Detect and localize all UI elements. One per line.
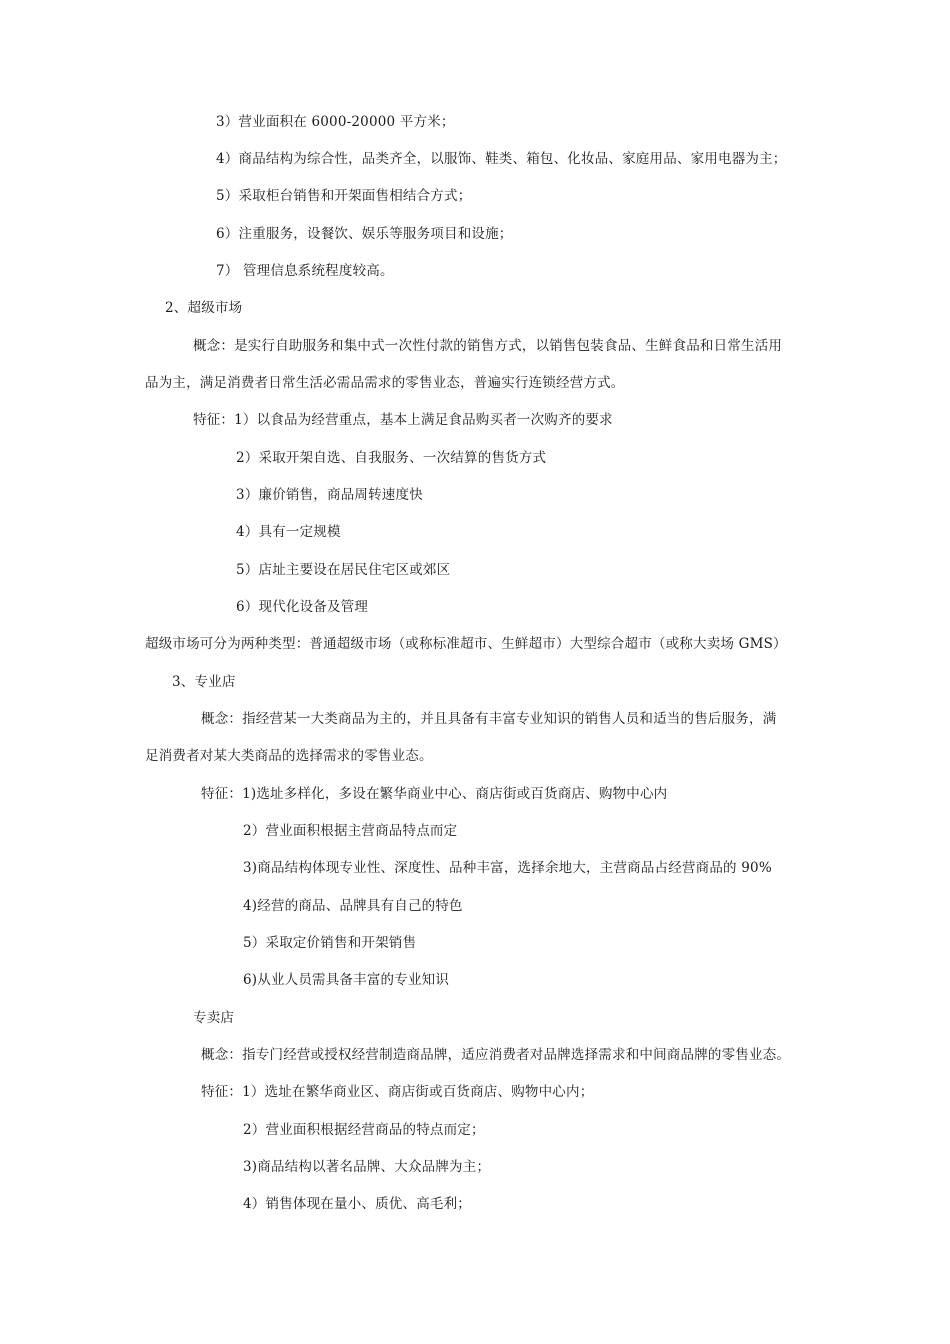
text-line: 5）采取定价销售和开架销售 <box>243 935 417 951</box>
text-line: 3）营业面积在 6000-20000 平方米； <box>216 114 455 130</box>
text-line: 3)商品结构以著名品牌、大众品牌为主； <box>243 1159 491 1175</box>
text-line: 超级市场可分为两种类型：普通超级市场（或称标准超市、生鲜超市）大型综合超市（或称大卖场 GMS） <box>145 636 787 652</box>
text-line: 特征：1)选址多样化，多设在繁华商业中心、商店街或百货商店、购物中心内 <box>201 786 668 802</box>
text-line: 足消费者对某大类商品的选择需求的零售业态。 <box>145 748 433 764</box>
text-line: 5）店址主要设在居民住宅区或郊区 <box>236 562 451 578</box>
text-line: 2）采取开架自选、自我服务、一次结算的售货方式 <box>236 450 547 466</box>
text-line: 概念：指专门经营或授权经营制造商品牌，适应消费者对品牌选择需求和中间商品牌的零售业态。 <box>201 1047 791 1063</box>
text-line: 4）具有一定规模 <box>236 524 341 540</box>
text-line: 6)从业人员需具备丰富的专业知识 <box>243 972 450 988</box>
text-line: 7） 管理信息系统程度较高。 <box>216 263 394 279</box>
text-line: 6）注重服务，设餐饮、娱乐等服务项目和设施； <box>216 226 513 242</box>
section-heading: 2、超级市场 <box>165 300 243 316</box>
text-line: 4)经营的商品、品牌具有自己的特色 <box>243 898 463 914</box>
text-line: 3)商品结构体现专业性、深度性、品种丰富，选择余地大，主营商品占经营商品的 90% <box>243 860 772 876</box>
text-line: 2）营业面积根据经营商品的特点而定； <box>243 1122 485 1138</box>
text-line: 4）销售体现在量小、质优、高毛利； <box>243 1196 471 1212</box>
text-line: 品为主，满足消费者日常生活必需品需求的零售业态，普遍实行连锁经营方式。 <box>145 375 625 391</box>
text-line: 特征：1）选址在繁华商业区、商店街或百货商店、购物中心内； <box>201 1084 594 1100</box>
text-line: 5）采取柜台销售和开架面售相结合方式； <box>216 188 472 204</box>
text-line: 概念：指经营某一大类商品为主的，并且具备有丰富专业知识的销售人员和适当的售后服务，满 <box>201 711 777 727</box>
text-line: 6）现代化设备及管理 <box>236 599 369 615</box>
section-heading: 专卖店 <box>193 1010 235 1026</box>
section-heading: 3、专业店 <box>172 674 236 690</box>
text-line: 3）廉价销售，商品周转速度快 <box>236 487 423 503</box>
text-line: 概念：是实行自助服务和集中式一次性付款的销售方式，以销售包装食品、生鲜食品和日常生活用 <box>193 338 783 354</box>
text-line: 4）商品结构为综合性，品类齐全，以服饰、鞋类、箱包、化妆品、家庭用品、家用电器为主； <box>216 151 787 167</box>
text-line: 2）营业面积根据主营商品特点而定 <box>243 823 458 839</box>
text-line: 特征：1）以食品为经营重点，基本上满足食品购买者一次购齐的要求 <box>193 412 613 428</box>
